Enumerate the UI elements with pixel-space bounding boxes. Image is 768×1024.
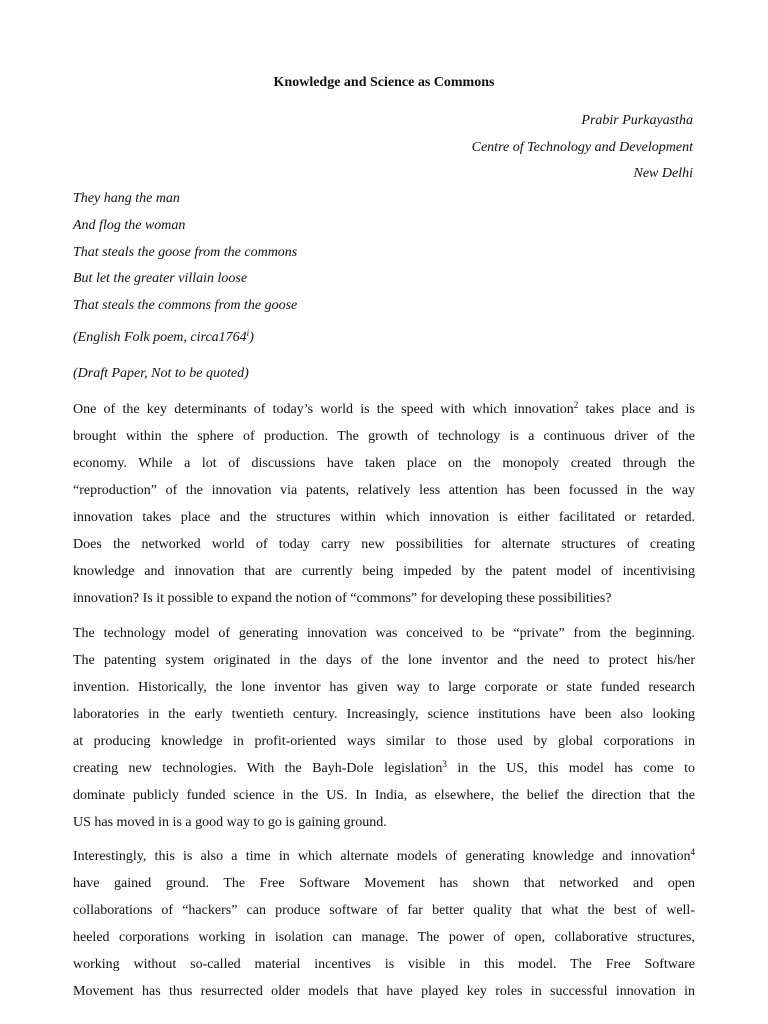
paragraph-2 (73, 620, 695, 836)
text-line: laboratories in the early twentieth century. Increasingly, science institutions have been also looking (73, 707, 695, 722)
text-line: Does the networked world of today carry new possibilities for alternate structures of creating (73, 537, 695, 552)
text-line: working without so-called material incentives is visible in this model. The Free Software (73, 957, 695, 972)
text-line: The patenting system originated in the days of the lone inventor and the need to protect his/her (73, 653, 695, 668)
poem-line: They hang the man (73, 191, 180, 206)
paragraph-3 (73, 843, 695, 1005)
text-line (73, 755, 695, 782)
text-span: One of the key determinants of today’s world is the speed with which innovation (73, 402, 574, 417)
footnote-marker-3: 3 (442, 759, 447, 769)
epigraph-poem (73, 186, 297, 320)
text-line: Movement has thus resurrected older models that have played key roles in successful innovation in (73, 984, 695, 999)
author-name: Prabir Purkayastha (581, 113, 693, 128)
text-span: Interestingly, this is also a time in which alternate models of generating knowledge and innovation (73, 849, 691, 864)
draft-note: (Draft Paper, Not to be quoted) (73, 366, 249, 381)
text-span: in the US, this model has come to (446, 761, 696, 776)
document-title: Knowledge and Science as Commons (273, 75, 495, 90)
text-line: have gained ground. The Free Software Movement has shown that networked and open (73, 876, 695, 891)
author-affiliation: Centre of Technology and Development (471, 139, 693, 155)
text-line: innovation takes place and the structures within which innovation is either facilitated or retarded. (73, 510, 695, 525)
poem-line: That steals the commons from the goose (73, 298, 298, 314)
paragraph-1 (73, 396, 695, 612)
text-line: “reproduction” of the innovation via patents, relatively less attention has been focussed in the way (73, 483, 695, 498)
text-line: US has moved in is a good way to go is gaining ground. (73, 815, 387, 830)
text-span: creating new technologies. With the Bayh-Dole legislation (73, 761, 443, 776)
text-line (73, 843, 695, 870)
poem-line: That steals the goose from the commons (73, 244, 298, 260)
attribution-text: (English Folk poem, circa1764 (73, 330, 247, 345)
author-city: New Delhi (633, 166, 693, 181)
footnote-marker-2: 2 (573, 400, 579, 410)
author-block (472, 108, 693, 188)
text-line: innovation? Is it possible to expand the notion of “commons” for developing these possibilities? (73, 591, 612, 606)
text-line: dominate publicly funded science in the US. In India, as elsewhere, the belief the direction that the (73, 788, 695, 803)
text-span: takes place and is (578, 402, 695, 417)
text-line: The technology model of generating innovation was conceived to be “private” from the beginning. (73, 626, 695, 641)
poem-attribution (73, 329, 254, 347)
text-line: collaborations of “hackers” can produce software of far better quality that what the best of well- (73, 903, 695, 918)
text-line: knowledge and innovation that are currently being impeded by the patent model of incentivising (73, 564, 695, 579)
text-line: invention. Historically, the lone inventor has given way to large corporate or state funded research (73, 680, 695, 695)
text-line: brought within the sphere of production. The growth of technology is a continuous driver of the (73, 429, 695, 444)
text-line (73, 396, 695, 423)
text-line: at producing knowledge in profit-oriented ways similar to those used by global corporations in (73, 734, 695, 749)
text-line: heeled corporations working in isolation can manage. The power of open, collaborative structures, (73, 930, 695, 945)
footnote-marker-i: i (246, 328, 250, 338)
footnote-marker-4: 4 (690, 847, 695, 857)
text-line: economy. While a lot of discussions have taken place on the monopoly created through the (73, 456, 695, 471)
poem-line: But let the greater villain loose (73, 271, 248, 287)
attribution-close: ) (249, 330, 254, 345)
poem-line: And flog the woman (73, 217, 186, 233)
